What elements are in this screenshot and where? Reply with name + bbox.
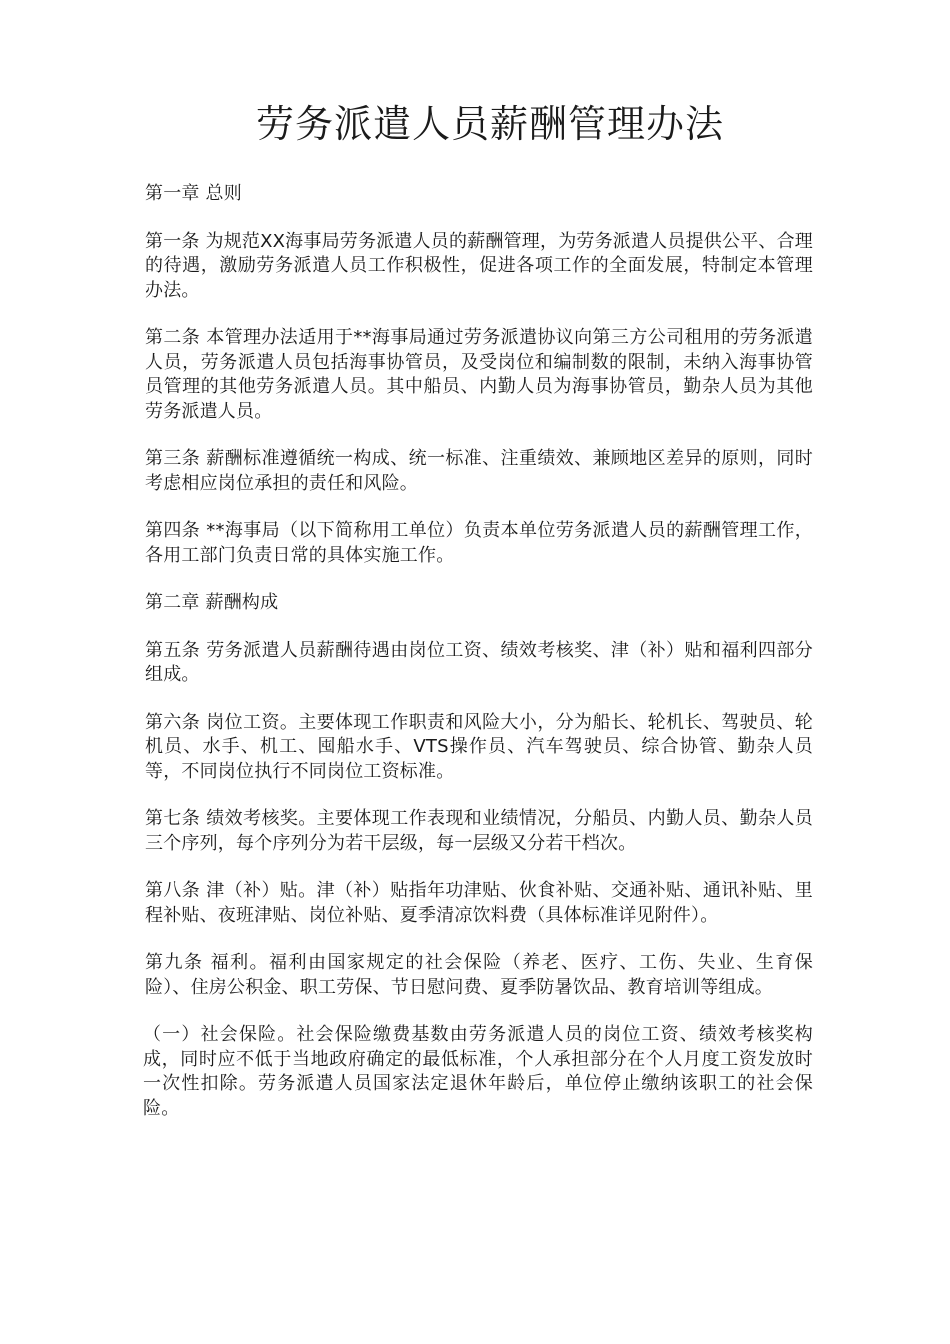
article-4: 第四条 **海事局（以下简称用工单位）负责本单位劳务派遣人员的薪酬管理工作，各用工部门负责日常的具体实施工作。	[145, 520, 813, 566]
chapter-heading-1: 第一章 总则	[145, 183, 242, 204]
article-5: 第五条 劳务派遣人员薪酬待遇由岗位工资、绩效考核奖、津（补）贴和福利四部分组成。	[145, 639, 813, 685]
article-9: 第九条 福利。福利由国家规定的社会保险（养老、医疗、工伤、失业、生育保险）、住房公积金、职工劳保、节日慰问费、夏季防暑饮品、教育培训等组成。	[145, 952, 813, 998]
article-1: 第一条 为规范XX海事局劳务派遣人员的薪酬管理，为劳务派遣人员提供公平、合理的待遇，激励劳务派遣人员工作积极性，促进各项工作的全面发展，特制定本管理办法。	[145, 230, 813, 301]
article-6: 第六条 岗位工资。主要体现工作职责和风险大小，分为船长、轮机长、驾驶员、轮机员、水手、机工、囤船水手、VTS操作员、汽车驾驶员、综合协管、勤杂人员等，不同岗位执行不同岗位工资标准。	[145, 711, 813, 782]
document-body	[145, 182, 813, 1144]
article-3: 第三条 薪酬标准遵循统一构成、统一标准、注重绩效、兼顾地区差异的原则，同时考虑相应岗位承担的责任和风险。	[145, 448, 813, 494]
article-8: 第八条 津（补）贴。津（补）贴指年功津贴、伙食补贴、交通补贴、通讯补贴、里程补贴、夜班津贴、岗位补贴、夏季清凉饮料费（具体标准详见附件）。	[145, 880, 813, 926]
article-7: 第七条 绩效考核奖。主要体现工作表现和业绩情况，分船员、内勤人员、勤杂人员三个序列，每个序列分为若干层级，每一层级又分若干档次。	[145, 808, 813, 854]
chapter-heading-2: 第二章 薪酬构成	[145, 592, 279, 613]
document-title: 劳务派遣人员薪酬管理办法	[255, 102, 724, 146]
sub-clause-social-insurance: （一）社会保险。社会保险缴费基数由劳务派遣人员的岗位工资、绩效考核奖构成，同时应不低于当地政府确定的最低标准，个人承担部分在个人月度工资发放时一次性扣除。劳务派遣人员国家法定退休年龄后，单位停止缴纳该职工的社会保险。	[143, 1024, 813, 1119]
article-2: 第二条 本管理办法适用于**海事局通过劳务派遣协议向第三方公司租用的劳务派遣人员，劳务派遣人员包括海事协管员，及受岗位和编制数的限制，未纳入海事协管员管理的其他劳务派遣人员。其中船员、内勤人员为海事协管员，勤杂人员为其他劳务派遣人员。	[145, 327, 813, 422]
